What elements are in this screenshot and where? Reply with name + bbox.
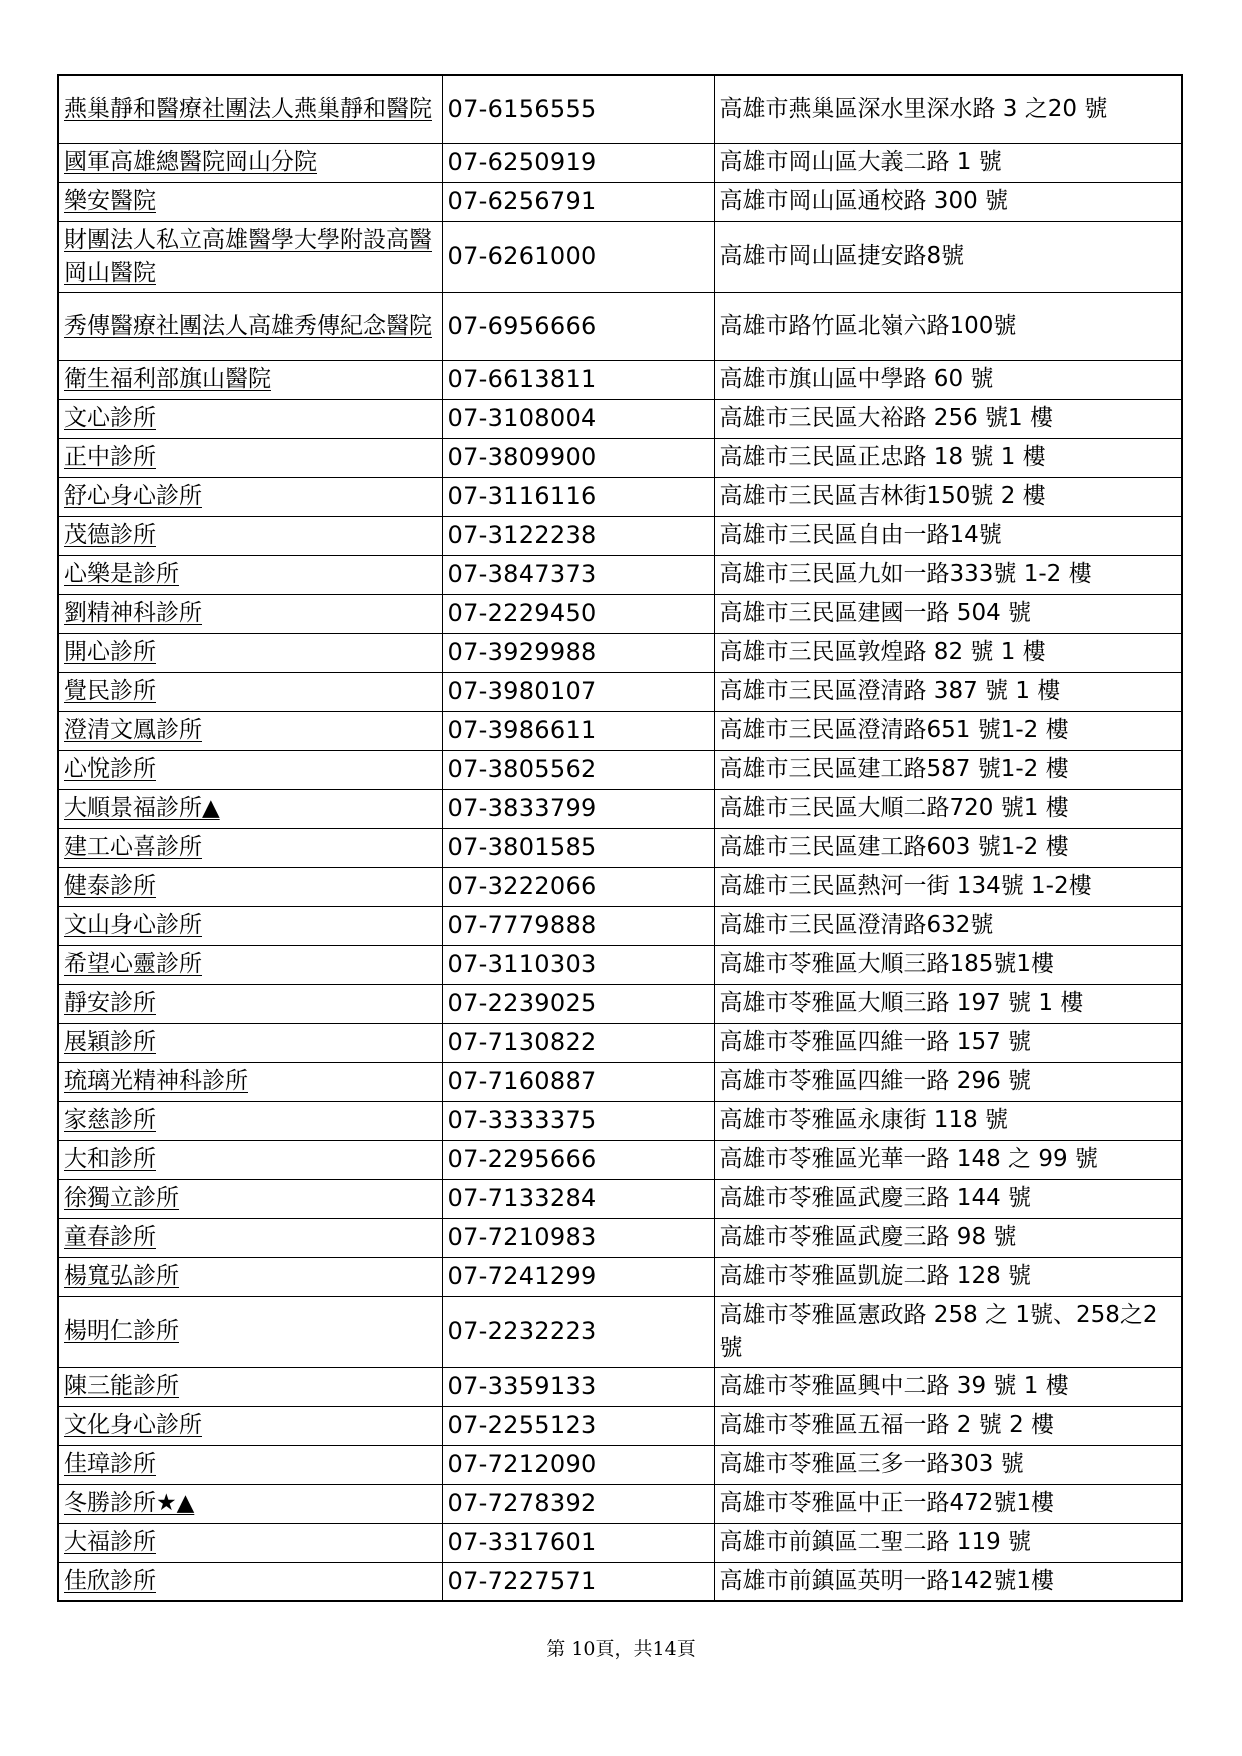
facility-name-cell (58, 438, 442, 477)
facility-name-cell (58, 750, 442, 789)
facility-name: 國軍高雄總醫院岡山分院 (64, 149, 317, 175)
phone-number-cell: 07-7133284 (442, 1179, 714, 1218)
table-row (58, 555, 1182, 594)
facility-name-cell (58, 1062, 442, 1101)
address-cell: 高雄市路竹區北嶺六路100號 (714, 292, 1182, 360)
phone-number-cell: 07-6250919 (442, 143, 714, 182)
table-row (58, 711, 1182, 750)
facility-name-cell (58, 1523, 442, 1562)
address-cell: 高雄市三民區建工路603 號1-2 樓 (714, 828, 1182, 867)
phone-number-cell: 07-2229450 (442, 594, 714, 633)
phone-number-cell: 07-3116116 (442, 477, 714, 516)
table-row (58, 1406, 1182, 1445)
address-cell: 高雄市苓雅區光華一路 148 之 99 號 (714, 1140, 1182, 1179)
facility-name-cell (58, 516, 442, 555)
table-row (58, 221, 1182, 292)
table-row (58, 143, 1182, 182)
facility-name-cell (58, 1296, 442, 1367)
facility-name-cell (58, 672, 442, 711)
facility-name-cell (58, 75, 442, 143)
facility-name-cell (58, 1023, 442, 1062)
address-cell: 高雄市三民區澄清路632號 (714, 906, 1182, 945)
facility-name: 希望心靈診所 (64, 951, 202, 977)
table-row (58, 594, 1182, 633)
phone-number-cell: 07-3833799 (442, 789, 714, 828)
facility-name-cell (58, 828, 442, 867)
phone-number-cell: 07-3809900 (442, 438, 714, 477)
address-cell: 高雄市苓雅區大順三路 197 號 1 樓 (714, 984, 1182, 1023)
table-row (58, 1140, 1182, 1179)
address-cell: 高雄市苓雅區武慶三路 98 號 (714, 1218, 1182, 1257)
address-cell: 高雄市三民區大順二路720 號1 樓 (714, 789, 1182, 828)
facility-name-cell (58, 399, 442, 438)
table-row (58, 399, 1182, 438)
table-row (58, 750, 1182, 789)
facility-name-cell (58, 906, 442, 945)
address-cell: 高雄市燕巢區深水里深水路 3 之20 號 (714, 75, 1182, 143)
table-row (58, 182, 1182, 221)
facility-name-cell (58, 1406, 442, 1445)
facility-name: 健泰診所 (64, 873, 156, 899)
table-row (58, 1562, 1182, 1601)
phone-number-cell: 07-3333375 (442, 1101, 714, 1140)
table-row (58, 360, 1182, 399)
table-row (58, 477, 1182, 516)
facility-name: 衛生福利部旗山醫院 (64, 366, 271, 392)
facility-name-cell (58, 143, 442, 182)
facility-name-cell (58, 633, 442, 672)
address-cell: 高雄市三民區澄清路651 號1-2 樓 (714, 711, 1182, 750)
facility-name: 心樂是診所 (64, 561, 179, 587)
table-row (58, 1218, 1182, 1257)
address-cell: 高雄市旗山區中學路 60 號 (714, 360, 1182, 399)
facility-name: 文化身心診所 (64, 1412, 202, 1438)
phone-number-cell: 07-6156555 (442, 75, 714, 143)
facility-name: 冬勝診所★▲ (64, 1490, 195, 1516)
table-row (58, 75, 1182, 143)
facility-name: 茂德診所 (64, 522, 156, 548)
facility-name: 文心診所 (64, 405, 156, 431)
table-row (58, 672, 1182, 711)
table-row (58, 984, 1182, 1023)
phone-number-cell: 07-2239025 (442, 984, 714, 1023)
table-row (58, 1023, 1182, 1062)
address-cell: 高雄市苓雅區興中二路 39 號 1 樓 (714, 1367, 1182, 1406)
table-row (58, 945, 1182, 984)
facility-name: 陳三能診所 (64, 1373, 179, 1399)
facility-name: 靜安診所 (64, 990, 156, 1016)
phone-number-cell: 07-3801585 (442, 828, 714, 867)
phone-number-cell: 07-2295666 (442, 1140, 714, 1179)
table-row (58, 1296, 1182, 1367)
phone-number-cell: 07-3222066 (442, 867, 714, 906)
table-row (58, 1257, 1182, 1296)
address-cell: 高雄市苓雅區三多一路303 號 (714, 1445, 1182, 1484)
address-cell: 高雄市苓雅區四維一路 296 號 (714, 1062, 1182, 1101)
address-cell: 高雄市三民區敦煌路 82 號 1 樓 (714, 633, 1182, 672)
facility-name-cell (58, 1140, 442, 1179)
phone-number-cell: 07-6956666 (442, 292, 714, 360)
facility-name: 家慈診所 (64, 1107, 156, 1133)
facility-name-cell (58, 1218, 442, 1257)
facility-name-cell (58, 867, 442, 906)
table-row (58, 438, 1182, 477)
phone-number-cell: 07-3847373 (442, 555, 714, 594)
phone-number-cell: 07-3980107 (442, 672, 714, 711)
facility-name-cell (58, 360, 442, 399)
address-cell: 高雄市苓雅區憲政路 258 之 1號、258之2號 (714, 1296, 1182, 1367)
phone-number-cell: 07-6261000 (442, 221, 714, 292)
facility-name-cell (58, 1367, 442, 1406)
phone-number-cell: 07-6613811 (442, 360, 714, 399)
facility-name: 琉璃光精神科診所 (64, 1068, 248, 1094)
phone-number-cell: 07-2255123 (442, 1406, 714, 1445)
facility-name: 展穎診所 (64, 1029, 156, 1055)
phone-number-cell: 07-3929988 (442, 633, 714, 672)
address-cell: 高雄市前鎮區二聖二路 119 號 (714, 1523, 1182, 1562)
table-row (58, 906, 1182, 945)
facility-name: 文山身心診所 (64, 912, 202, 938)
facility-name: 徐獨立診所 (64, 1185, 179, 1211)
facility-name-cell (58, 1101, 442, 1140)
facility-name: 劉精神科診所 (64, 600, 202, 626)
facility-name-cell (58, 984, 442, 1023)
table-row (58, 1101, 1182, 1140)
table-row (58, 1523, 1182, 1562)
phone-number-cell: 07-6256791 (442, 182, 714, 221)
table-row (58, 1367, 1182, 1406)
clinic-table-body (58, 75, 1182, 1601)
facility-name-cell (58, 1179, 442, 1218)
facility-name: 澄清文鳳診所 (64, 717, 202, 743)
facility-name-cell (58, 1562, 442, 1601)
address-cell: 高雄市岡山區捷安路8號 (714, 221, 1182, 292)
facility-name: 樂安醫院 (64, 188, 156, 214)
table-row (58, 1179, 1182, 1218)
phone-number-cell: 07-3122238 (442, 516, 714, 555)
facility-name-cell (58, 221, 442, 292)
address-cell: 高雄市苓雅區永康街 118 號 (714, 1101, 1182, 1140)
facility-name-cell (58, 711, 442, 750)
address-cell: 高雄市三民區建工路587 號1-2 樓 (714, 750, 1182, 789)
address-cell: 高雄市苓雅區四維一路 157 號 (714, 1023, 1182, 1062)
phone-number-cell: 07-7212090 (442, 1445, 714, 1484)
facility-name: 覺民診所 (64, 678, 156, 704)
facility-name: 開心診所 (64, 639, 156, 665)
clinic-table (57, 74, 1183, 1602)
facility-name: 楊明仁診所 (64, 1318, 179, 1344)
address-cell: 高雄市苓雅區五福一路 2 號 2 樓 (714, 1406, 1182, 1445)
facility-name: 佳璋診所 (64, 1451, 156, 1477)
facility-name-cell (58, 1257, 442, 1296)
address-cell: 高雄市三民區澄清路 387 號 1 樓 (714, 672, 1182, 711)
phone-number-cell: 07-7241299 (442, 1257, 714, 1296)
address-cell: 高雄市三民區九如一路333號 1-2 樓 (714, 555, 1182, 594)
phone-number-cell: 07-7278392 (442, 1484, 714, 1523)
facility-name-cell (58, 555, 442, 594)
address-cell: 高雄市三民區大裕路 256 號1 樓 (714, 399, 1182, 438)
facility-name: 大福診所 (64, 1529, 156, 1555)
address-cell: 高雄市岡山區通校路 300 號 (714, 182, 1182, 221)
listing-sheet (57, 74, 1181, 1602)
facility-name: 大順景福診所▲ (64, 795, 220, 821)
facility-name: 楊寬弘診所 (64, 1263, 179, 1289)
phone-number-cell: 07-7779888 (442, 906, 714, 945)
address-cell: 高雄市三民區正忠路 18 號 1 樓 (714, 438, 1182, 477)
phone-number-cell: 07-3108004 (442, 399, 714, 438)
phone-number-cell: 07-2232223 (442, 1296, 714, 1367)
facility-name: 秀傳醫療社團法人高雄秀傳紀念醫院 (64, 312, 432, 339)
phone-number-cell: 07-3317601 (442, 1523, 714, 1562)
table-row (58, 292, 1182, 360)
phone-number-cell: 07-3110303 (442, 945, 714, 984)
facility-name: 心悅診所 (64, 756, 156, 782)
address-cell: 高雄市苓雅區武慶三路 144 號 (714, 1179, 1182, 1218)
facility-name: 大和診所 (64, 1146, 156, 1172)
facility-name: 佳欣診所 (64, 1567, 156, 1594)
table-row (58, 1484, 1182, 1523)
phone-number-cell: 07-7227571 (442, 1562, 714, 1601)
address-cell: 高雄市三民區熱河一街 134號 1-2樓 (714, 867, 1182, 906)
facility-name: 建工心喜診所 (64, 834, 202, 860)
facility-name: 財團法人私立高雄醫學大學附設高醫岡山醫院 (64, 226, 432, 286)
address-cell: 高雄市苓雅區大順三路185號1樓 (714, 945, 1182, 984)
facility-name-cell (58, 477, 442, 516)
phone-number-cell: 07-7210983 (442, 1218, 714, 1257)
address-cell: 高雄市前鎮區英明一路142號1樓 (714, 1562, 1182, 1601)
phone-number-cell: 07-3805562 (442, 750, 714, 789)
page-number-footer: 第 10頁，共14頁 (546, 1638, 696, 1660)
address-cell: 高雄市三民區自由一路14號 (714, 516, 1182, 555)
phone-number-cell: 07-3986611 (442, 711, 714, 750)
phone-number-cell: 07-3359133 (442, 1367, 714, 1406)
table-row (58, 828, 1182, 867)
facility-name: 燕巢靜和醫療社團法人燕巢靜和醫院 (64, 95, 432, 122)
address-cell: 高雄市苓雅區中正一路472號1樓 (714, 1484, 1182, 1523)
facility-name: 舒心身心診所 (64, 483, 202, 509)
table-row (58, 633, 1182, 672)
facility-name: 正中診所 (64, 444, 156, 470)
facility-name-cell (58, 1484, 442, 1523)
address-cell: 高雄市三民區吉林街150號 2 樓 (714, 477, 1182, 516)
facility-name: 童春診所 (64, 1224, 156, 1250)
table-row (58, 867, 1182, 906)
table-row (58, 1445, 1182, 1484)
table-row (58, 1062, 1182, 1101)
address-cell: 高雄市苓雅區凱旋二路 128 號 (714, 1257, 1182, 1296)
facility-name-cell (58, 789, 442, 828)
facility-name-cell (58, 594, 442, 633)
address-cell: 高雄市岡山區大義二路 1 號 (714, 143, 1182, 182)
phone-number-cell: 07-7130822 (442, 1023, 714, 1062)
address-cell: 高雄市三民區建國一路 504 號 (714, 594, 1182, 633)
facility-name-cell (58, 945, 442, 984)
table-row (58, 789, 1182, 828)
table-row (58, 516, 1182, 555)
facility-name-cell (58, 182, 442, 221)
facility-name-cell (58, 292, 442, 360)
phone-number-cell: 07-7160887 (442, 1062, 714, 1101)
facility-name-cell (58, 1445, 442, 1484)
